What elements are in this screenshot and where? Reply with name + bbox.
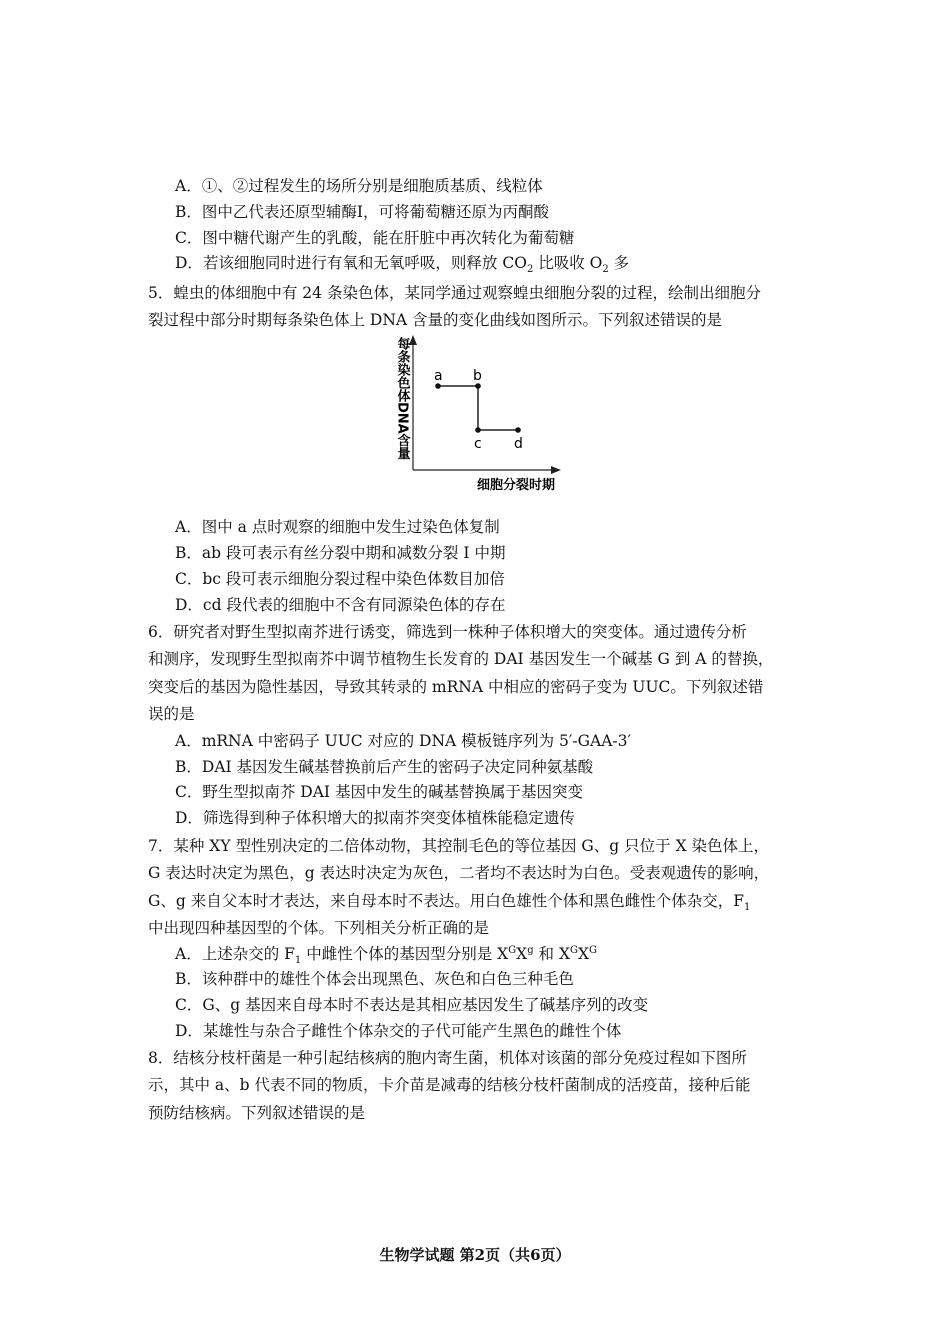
q5-option-a: A．图中 a 点时观察的细胞中发生过染色体复制: [175, 518, 500, 536]
q6-option-a: A．mRNA 中密码子 UUC 对应的 DNA 模板链序列为 5′-GAA-3′: [175, 732, 632, 750]
q4-option-a: A．①、②过程发生的场所分别是细胞质基质、线粒体: [175, 177, 543, 195]
q8-stem-line3: 预防结核病。下列叙述错误的是: [148, 1104, 366, 1122]
q6-option-b: B．DAI 基因发生碱基替换前后产生的密码子决定同种氨基酸: [175, 758, 594, 776]
graph-point-d: [515, 427, 521, 433]
q4-option-d: D．若该细胞同时进行有氧和无氧呼吸，则释放 $CO_2$ 比吸收 $O_2$ 多: [175, 254, 630, 276]
q6-stem-line1: 6．研究者对野生型拟南芥进行诱变，筛选到一株种子体积增大的突变体。通过遗传分析: [148, 623, 747, 641]
q6-stem-line4: 误的是: [148, 705, 195, 723]
q5-stem-line1: 5．蝗虫的体细胞中有 24 条染色体，某同学通过观察蝗虫细胞分裂的过程，绘制出细胞分: [148, 284, 761, 302]
q6-option-c: C．野生型拟南芥 DAI 基因中发生的碱基替换属于基因突变: [175, 783, 583, 801]
q6-stem-line3: 突变后的基因为隐性基因，导致其转录的 mRNA 中相应的密码子变为 UUC。下列叙述错: [148, 678, 764, 696]
graph-point-b: [475, 383, 481, 389]
q7-option-a: A．上述杂交的 $F_1$ 中雌性个体的基因型分别是 $X^GX^g$ 和 $X^GX^G$: [175, 944, 598, 967]
graph-label-c: c: [474, 436, 482, 452]
graph-ylabel: 每条染色体DNA含量: [394, 337, 410, 460]
q5-stem-line2: 裂过程中部分时期每条染色体上 DNA 含量的变化曲线如图所示。下列叙述错误的是: [148, 311, 723, 329]
graph-point-a: [435, 383, 441, 389]
q7-option-c: C．G、g 基因来自母本时不表达是其相应基因发生了碱基序列的改变: [175, 996, 649, 1014]
graph-label-a: a: [434, 368, 443, 384]
graph-y-arrow: [409, 335, 417, 345]
q8-stem-line2: 示，其中 a、b 代表不同的物质，卡介苗是减毒的结核分枝杆菌制成的活疫苗，接种后能: [148, 1076, 751, 1094]
q7-option-d: D．某雄性与杂合子雌性个体杂交的子代可能产生黑色的雌性个体: [175, 1022, 622, 1040]
graph-label-d: d: [514, 436, 523, 452]
q7-stem-line4: 中出现四种基因型的个体。下列相关分析正确的是: [148, 919, 490, 937]
graph-xlabel: 细胞分裂时期: [477, 478, 556, 493]
q5-dna-graph: [385, 333, 565, 493]
q7-stem-line1: 7．某种 XY 型性别决定的二倍体动物，其控制毛色的等位基因 G、g 只位于 X 染色体上，: [148, 837, 770, 855]
q7-stem-line3: G、g 来自父本时才表达，来自母本时不表达。用白色雄性个体和黑色雌性个体杂交，$F_1$: [148, 892, 751, 914]
q4-option-c: C．图中糖代谢产生的乳酸，能在肝脏中再次转化为葡萄糖: [175, 229, 575, 247]
q6-stem-line2: 和测序，发现野生型拟南芥中调节植物生长发育的 DAI 基因发生一个碱基 G 到 A 的替换，: [148, 650, 774, 668]
q4-option-b: B．图中乙代表还原型辅酶I，可将葡萄糖还原为丙酮酸: [175, 203, 550, 221]
q6-option-d: D．筛选得到种子体积增大的拟南芥突变体植株能稳定遗传: [175, 809, 575, 827]
graph-curve: [438, 386, 518, 430]
q7-stem-line2: G 表达时决定为黑色，g 表达时决定为灰色，二者均不表达时为白色。受表观遗传的影响，: [148, 864, 770, 882]
q5-option-d: D．cd 段代表的细胞中不含有同源染色体的存在: [175, 596, 506, 614]
graph-x-arrow: [551, 466, 561, 474]
q5-option-b: B．ab 段可表示有丝分裂中期和减数分裂 Ⅰ 中期: [175, 544, 506, 562]
q5-option-c: C．bc 段可表示细胞分裂过程中染色体数目加倍: [175, 570, 505, 588]
graph-point-c: [475, 427, 481, 433]
page-footer: 生物学试题 第2页（共6页）: [379, 1246, 571, 1264]
q7-option-b: B．该种群中的雄性个体会出现黑色、灰色和白色三种毛色: [175, 970, 574, 988]
q8-stem-line1: 8．结核分枝杆菌是一种引起结核病的胞内寄生菌，机体对该菌的部分免疫过程如下图所: [148, 1049, 747, 1067]
graph-label-b: b: [473, 368, 482, 384]
